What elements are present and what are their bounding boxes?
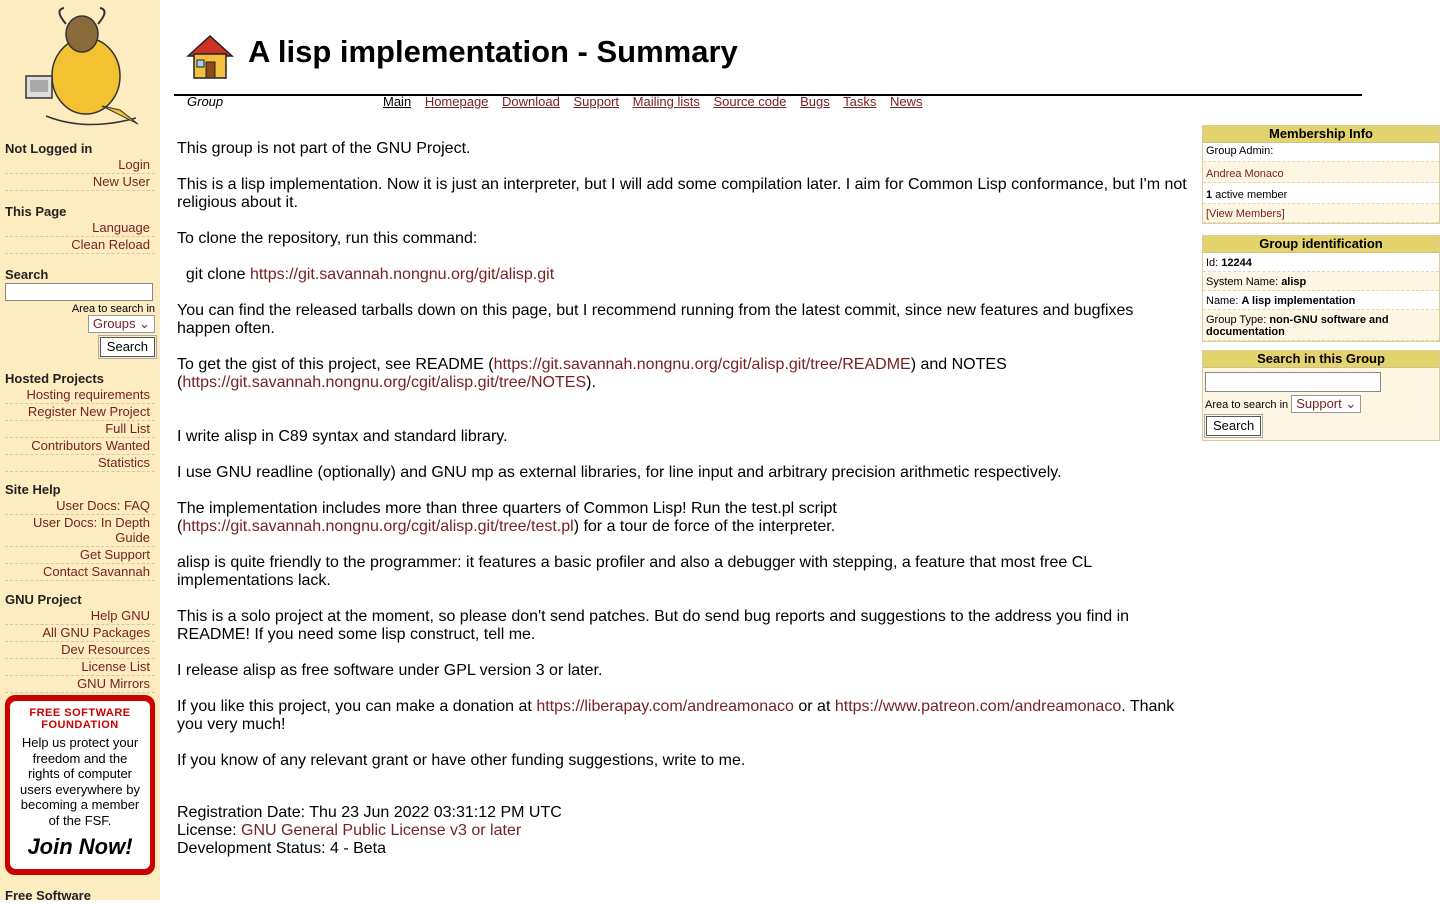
active-members-row (1203, 183, 1439, 204)
patreon-link[interactable]: https://www.patreon.com/andreamonaco (834, 698, 1122, 715)
faq-link[interactable]: User Docs: FAQ (56, 498, 150, 513)
sidebar-item-get-support[interactable] (5, 547, 155, 564)
contact-link[interactable]: Contact Savannah (43, 564, 150, 579)
tab-download[interactable]: Download (502, 94, 560, 109)
sidebar-item-language[interactable] (5, 220, 155, 237)
sidebar-item-license-list[interactable] (5, 659, 155, 676)
group-area-label: Area to search in (1205, 399, 1289, 411)
group-label: Group (187, 94, 224, 109)
all-gnu-packages-link[interactable]: All GNU Packages (42, 625, 150, 640)
c89-paragraph: I write alisp in C89 syntax and standard library. (177, 428, 508, 445)
active-count: 1 (1206, 189, 1213, 201)
gnu-project-section (5, 592, 155, 693)
chevron-down-icon: ⌄ (1345, 396, 1357, 411)
main-content (177, 140, 1187, 858)
notes-link[interactable]: https://git.savannah.nongnu.org/cgit/alisp.git/tree/NOTES (182, 374, 587, 391)
gnu-status-text: This group is not part of the GNU Project. (177, 140, 471, 157)
clone-command-text: git clone (177, 266, 250, 283)
sidebar-item-statistics[interactable] (5, 455, 155, 472)
page-header (174, 22, 1362, 96)
group-area-row (1205, 395, 1437, 413)
name-label: Name: (1206, 295, 1242, 307)
readme-link[interactable]: https://git.savannah.nongnu.org/cgit/alisp.git/tree/README (493, 356, 911, 373)
language-link[interactable]: Language (92, 220, 150, 235)
tab-homepage[interactable]: Homepage (424, 94, 489, 109)
sidebar-item-contributors-wanted[interactable] (5, 438, 155, 455)
group-admin-label: Group Admin: (1203, 143, 1439, 162)
fsf-banner-inner (10, 701, 150, 869)
home-icon (184, 32, 236, 80)
sidebar-item-all-gnu-packages[interactable] (5, 625, 155, 642)
sidebar-item-faq[interactable] (5, 498, 155, 515)
sidebar-item-login[interactable] (5, 157, 155, 174)
group-search-body (1203, 368, 1439, 440)
gpl-paragraph: I release alisp as free software under GPL version 3 or later. (177, 662, 603, 679)
tabs (383, 94, 933, 109)
free-software-section (5, 888, 155, 904)
new-user-link[interactable]: New User (92, 174, 150, 189)
sysname-label: System Name: (1206, 276, 1282, 288)
group-search-button[interactable]: Search (1206, 416, 1261, 436)
fsf-logo: FREE SOFTWARE FOUNDATION (29, 707, 131, 731)
gnu-logo-icon[interactable] (16, 6, 146, 130)
funding-paragraph: If you know of any relevant grant or have other funding suggestions, write to me. (177, 752, 746, 769)
tab-news[interactable]: News (890, 94, 923, 109)
sidebar-item-clean-reload[interactable] (5, 237, 155, 254)
id-value: 12244 (1221, 257, 1252, 269)
donation-text-a: If you like this project, you can make a donation at (177, 698, 537, 715)
readme-text-c: ). (586, 374, 596, 391)
site-help-title: Site Help (5, 482, 61, 497)
statistics-link[interactable]: Statistics (97, 455, 150, 470)
membership-title: Membership Info (1203, 126, 1439, 143)
test-text-b: ) for a tour de force of the interpreter. (573, 518, 836, 535)
donation-text-c: . Thank you very much! (177, 698, 1175, 733)
admin-row (1203, 162, 1439, 183)
view-members-row (1203, 204, 1439, 223)
sidebar-item-gnu-mirrors[interactable] (5, 676, 155, 693)
readme-text-b: ) and NOTES ( (177, 356, 1007, 391)
readme-paragraph (177, 356, 1187, 392)
in-depth-guide-link[interactable]: User Docs: In Depth Guide (32, 515, 150, 545)
login-section (5, 141, 155, 191)
fsf-banner[interactable] (5, 695, 155, 875)
area-select-value: Groups (92, 316, 136, 331)
contributors-wanted-link[interactable]: Contributors Wanted (31, 438, 150, 453)
sidebar-item-new-user[interactable] (5, 174, 155, 191)
description-paragraph: This is a lisp implementation. Now it is just an interpreter, but I will add some compilation later. I aim for Common Lisp conformance, but I'm not religious about it. (177, 176, 1187, 211)
this-page-title: This Page (5, 204, 67, 219)
sidebar-item-register-project[interactable] (5, 404, 155, 421)
sidebar-item-contact[interactable] (5, 564, 155, 581)
sidebar-item-full-list[interactable] (5, 421, 155, 438)
tab-main[interactable]: Main (383, 94, 412, 109)
license-list-link[interactable]: License List (81, 659, 150, 674)
tab-mailing-lists[interactable]: Mailing lists (632, 94, 700, 109)
friendly-paragraph: alisp is quite friendly to the programmer: it features a basic profiler and also a debugger with stepping, a feature that most free CL implementations lack. (177, 554, 1092, 589)
search-input[interactable] (5, 283, 153, 301)
readme-text-a: To get the gist of this project, see README ( (177, 356, 494, 373)
not-logged-in-label: Not Logged in (5, 141, 93, 156)
group-area-value: Support (1296, 396, 1342, 411)
hosted-projects-section (5, 371, 155, 472)
license-line (177, 822, 1187, 840)
clone-intro-text: To clone the repository, run this command: (177, 230, 478, 247)
sysname-row (1203, 272, 1439, 291)
type-row (1203, 310, 1439, 341)
hosted-projects-title: Hosted Projects (5, 371, 104, 386)
solo-paragraph: This is a solo project at the moment, so please don't send patches. But do send bug reports and suggestions to the address you find in README! If you need some lisp construct, tell me. (177, 608, 1130, 643)
admin-link[interactable]: Andrea Monaco (1206, 168, 1284, 180)
tab-bugs[interactable]: Bugs (800, 94, 830, 109)
liberapay-link[interactable]: https://liberapay.com/andreamonaco (536, 698, 794, 715)
tab-source-code[interactable]: Source code (713, 94, 787, 109)
type-value: non-GNU software and documentation (1206, 314, 1389, 338)
clean-reload-link[interactable]: Clean Reload (71, 237, 150, 252)
registration-date: Registration Date: Thu 23 Jun 2022 03:31:12 PM UTC (177, 804, 562, 821)
libraries-paragraph: I use GNU readline (optionally) and GNU mp as external libraries, for line input and arbitrary precision arithmetic respectively. (177, 464, 1062, 481)
group-search-title: Search in this Group (1203, 351, 1439, 368)
chevron-down-icon: ⌄ (139, 316, 150, 331)
sidebar (0, 0, 160, 903)
sidebar-item-hosting-requirements[interactable] (5, 387, 155, 404)
sidebar-item-help-gnu[interactable] (5, 608, 155, 625)
tab-tasks[interactable]: Tasks (843, 94, 877, 109)
membership-box (1202, 125, 1440, 224)
search-section (5, 267, 155, 357)
view-members-link[interactable]: [View Members] (1206, 208, 1285, 220)
dev-resources-link[interactable]: Dev Resources (61, 642, 150, 657)
sidebar-item-in-depth-guide[interactable] (5, 515, 155, 547)
license-label: License: (177, 822, 242, 839)
id-row (1203, 253, 1439, 272)
tab-support[interactable]: Support (573, 94, 620, 109)
test-link[interactable]: https://git.savannah.nongnu.org/cgit/alisp.git/tree/test.pl (182, 518, 574, 535)
page-title: A lisp implementation - Summary (248, 34, 738, 69)
clone-command (177, 266, 1187, 284)
type-label: Group Type: (1206, 314, 1270, 326)
search-title: Search (5, 267, 49, 282)
gnu-mirrors-link[interactable]: GNU Mirrors (77, 676, 150, 691)
name-row (1203, 291, 1439, 310)
test-text-a: The implementation includes more than three quarters of Common Lisp! Run the test.pl script ( (177, 500, 837, 535)
gnu-project-title: GNU Project (5, 592, 82, 607)
help-gnu-link[interactable]: Help GNU (90, 608, 150, 623)
hosting-requirements-link[interactable]: Hosting requirements (26, 387, 150, 402)
tarballs-paragraph: You can find the released tarballs down on this page, but I recommend running from the latest commit, since new features and bugfixes happen often. (177, 302, 1134, 337)
full-list-link[interactable]: Full List (105, 421, 150, 436)
clone-url-link[interactable]: https://git.savannah.nongnu.org/git/alisp.git (249, 266, 555, 283)
login-link[interactable]: Login (118, 157, 150, 172)
fsf-text: Help us protect your freedom and the rights of computer users everywhere by becoming a member of the FSF. (20, 735, 140, 828)
group-ident-box (1202, 235, 1440, 342)
dev-status: Development Status: 4 - Beta (177, 840, 386, 857)
get-support-link[interactable]: Get Support (79, 547, 150, 562)
fsf-join-link[interactable]: Join Now! (27, 834, 133, 859)
group-area-select[interactable] (1291, 395, 1361, 413)
nav-bar (174, 94, 1362, 114)
active-label: active member (1212, 189, 1288, 201)
license-link[interactable]: GNU General Public License v3 or later (241, 822, 522, 839)
search-button[interactable]: Search (100, 337, 155, 357)
id-label: Id: (1206, 257, 1222, 269)
site-help-section (5, 482, 155, 581)
name-value: A lisp implementation (1241, 295, 1356, 307)
group-search-input[interactable] (1205, 372, 1381, 392)
test-paragraph (177, 500, 1187, 536)
group-search-box (1202, 350, 1440, 441)
sysname-value: alisp (1281, 276, 1307, 288)
free-software-title: Free Software (5, 888, 91, 903)
this-page-section (5, 204, 155, 254)
area-label: Area to search in (71, 303, 155, 315)
group-ident-title: Group identification (1203, 236, 1439, 253)
donation-paragraph (177, 698, 1187, 734)
sidebar-item-dev-resources[interactable] (5, 642, 155, 659)
register-project-link[interactable]: Register New Project (27, 404, 150, 419)
donation-text-b: or at (793, 698, 835, 715)
area-select[interactable] (88, 315, 155, 333)
